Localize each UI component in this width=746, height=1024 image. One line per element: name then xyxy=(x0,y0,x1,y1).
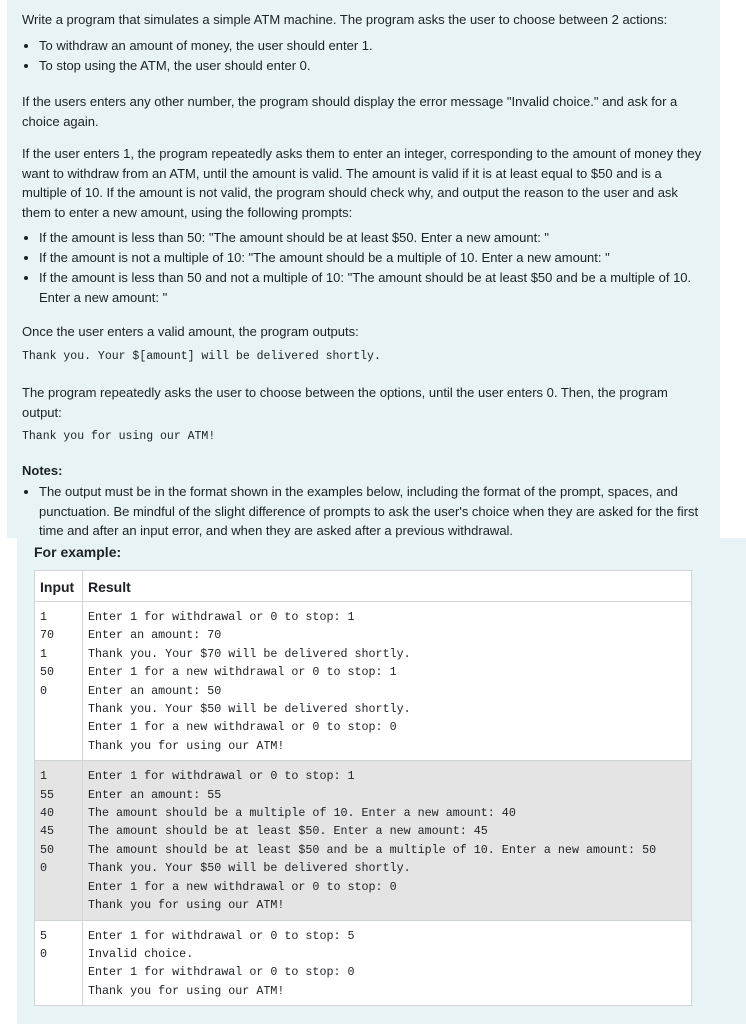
result-line: Enter 1 for withdrawal or 0 to stop: 0 xyxy=(88,965,355,980)
prompts-list xyxy=(22,228,705,307)
result-line: Enter 1 for withdrawal or 0 to stop: 1 xyxy=(88,610,355,624)
result-line: Thank you for using our ATM! xyxy=(88,738,285,753)
result-line: Thank you. Your $50 will be delivered shortly. xyxy=(88,702,411,717)
input-cell xyxy=(35,920,83,1006)
result-cell xyxy=(83,602,692,761)
input-cell xyxy=(35,602,83,761)
result-cell xyxy=(83,761,692,920)
valid-output-code: Thank you. Your $[amount] will be delivered shortly. xyxy=(22,349,381,363)
action-item-withdraw: • To withdraw an amount of money, the user should enter 1. xyxy=(39,36,705,56)
intro-paragraph: Write a program that simulates a simple ATM machine. The program asks the user to choose between 2 actions: xyxy=(22,12,668,27)
action-item-stop: • To stop using the ATM, the user should enter 0. xyxy=(39,56,705,76)
result-line: Thank you. Your $70 will be delivered shortly. xyxy=(88,646,411,661)
input-line: 1 xyxy=(40,646,48,661)
input-line: 45 xyxy=(40,824,55,839)
result-line: Enter 1 for a new withdrawal or 0 to stop: 0 xyxy=(88,720,397,735)
valid-amount-paragraph: Once the user enters a valid amount, the program outputs: xyxy=(22,324,359,339)
result-line: Thank you for using our ATM! xyxy=(88,898,285,913)
example-title: For example: xyxy=(34,544,122,560)
result-line: Enter an amount: 70 xyxy=(88,628,222,643)
prompt-item-not-multiple: • If the amount is not a multiple of 10: "The amount should be a multiple of 10. Enter a new amount: " xyxy=(39,248,705,268)
input-line: 0 xyxy=(40,946,48,961)
input-column-header: Input xyxy=(35,571,83,602)
table-row xyxy=(35,761,692,920)
example-panel xyxy=(17,538,746,1024)
prompt-item-both: • If the amount is less than 50 and not a multiple of 10: "The amount should be at least $50 and be a multiple of 10. Enter a new amount: " xyxy=(39,268,705,307)
question-text-panel xyxy=(7,0,720,538)
result-line: Enter an amount: 55 xyxy=(88,787,222,802)
result-line: Enter 1 for withdrawal or 0 to stop: 1 xyxy=(88,769,355,784)
input-line: 0 xyxy=(40,861,48,876)
example-table xyxy=(34,570,692,1006)
input-cell xyxy=(35,761,83,920)
final-output-code: Thank you for using our ATM! xyxy=(22,430,216,443)
result-line: Enter 1 for withdrawal or 0 to stop: 5 xyxy=(88,928,355,943)
result-line: The amount should be a multiple of 10. Enter a new amount: 40 xyxy=(88,806,516,821)
notes-heading: Notes: xyxy=(22,462,63,478)
withdraw-paragraph: If the user enters 1, the program repeatedly asks them to enter an integer, corresponding to the amount of money they want to withdraw from an ATM, until the amount is valid. The amount is valid if it is at least equal to $50 and is a multiple of 10. If the amount is not valid, the program should check why, and output the reason to the user and ask them to enter a new amount, using the following prompts: xyxy=(22,146,702,220)
input-line: 40 xyxy=(40,806,55,821)
table-row xyxy=(35,920,692,1006)
input-line: 70 xyxy=(40,628,55,643)
table-row xyxy=(35,602,692,761)
result-line: Enter an amount: 50 xyxy=(88,683,222,698)
result-line: The amount should be at least $50. Enter a new amount: 45 xyxy=(88,824,488,839)
result-column-header: Result xyxy=(83,571,692,602)
note-item: • The output must be in the format shown in the examples below, including the format of the prompt, spaces, and punctuation. Be mindful of the slight difference of prompts to ask the user's choice when they are asked for the first time and after an input error, and when they are asked after a previous withdrawal. xyxy=(39,482,705,541)
invalid-choice-paragraph: If the users enters any other number, the program should display the error message "Invalid choice." and ask for a choice again. xyxy=(22,94,678,129)
result-line: Invalid choice. xyxy=(88,946,194,961)
input-line: 0 xyxy=(40,683,48,698)
input-line: 50 xyxy=(40,842,55,857)
input-line: 1 xyxy=(40,610,48,624)
input-line: 1 xyxy=(40,769,48,784)
prompt-item-less-than-50: • If the amount is less than 50: "The amount should be at least $50. Enter a new amount: " xyxy=(39,228,705,248)
result-line: Thank you for using our ATM! xyxy=(88,983,285,998)
input-line: 50 xyxy=(40,665,55,680)
table-header-row xyxy=(35,571,692,602)
result-cell xyxy=(83,920,692,1006)
notes-list xyxy=(22,482,705,541)
input-line: 5 xyxy=(40,928,48,943)
repeat-paragraph: The program repeatedly asks the user to choose between the options, until the user enters 0. Then, the program output: xyxy=(22,385,668,420)
actions-list xyxy=(22,36,705,76)
input-line: 55 xyxy=(40,787,55,802)
result-line: Enter 1 for a new withdrawal or 0 to stop: 0 xyxy=(88,879,397,894)
result-line: The amount should be at least $50 and be a multiple of 10. Enter a new amount: 50 xyxy=(88,842,657,857)
result-line: Thank you. Your $50 will be delivered shortly. xyxy=(88,861,411,876)
result-line: Enter 1 for a new withdrawal or 0 to stop: 1 xyxy=(88,665,397,680)
